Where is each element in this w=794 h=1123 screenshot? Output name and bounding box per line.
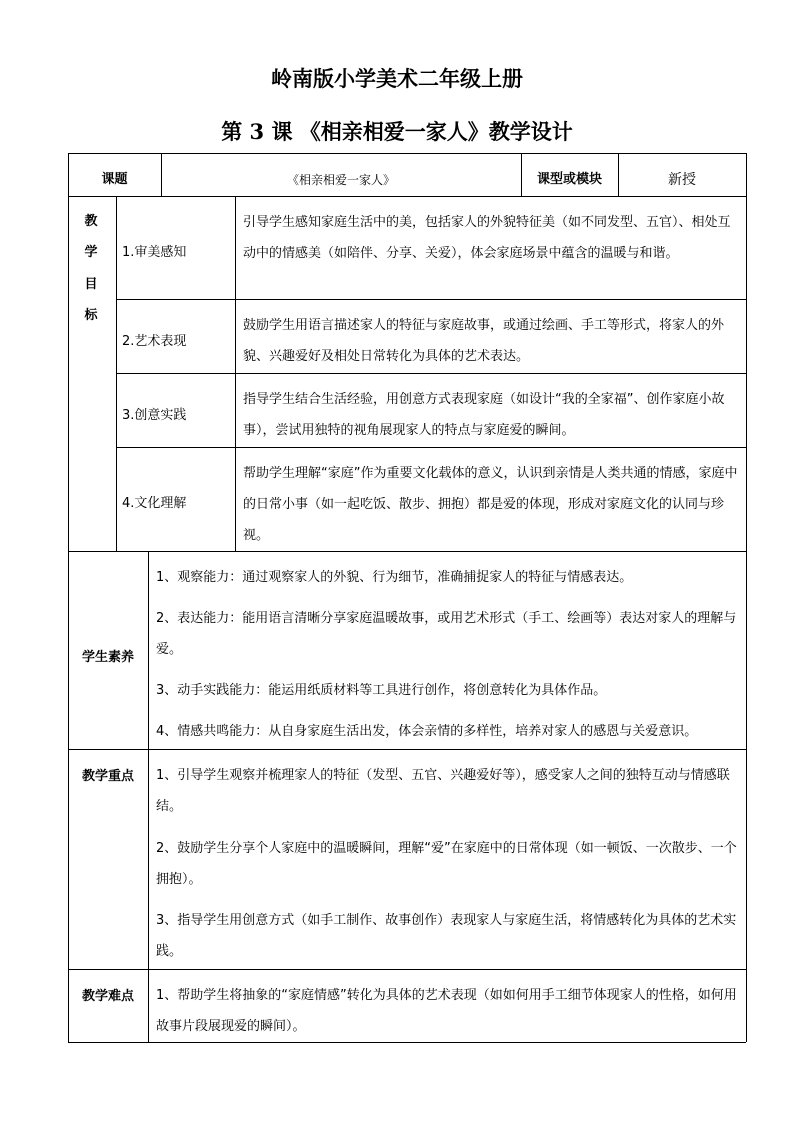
key-points-label: 教学重点 <box>81 769 134 784</box>
document-title: 岭南版小学美术二年级上册 <box>271 66 523 91</box>
objective-text: 指导学生结合生活经验，用创意方式表现家庭（如设计“我的全家福”、创作家庭小故事），尝试用独特的视角展现家人的特点与家庭爱的瞬间。 <box>243 392 725 438</box>
objectives-label-char: 标 <box>84 308 98 323</box>
objective-name: 2.艺术表现 <box>122 334 187 349</box>
table-border-top <box>68 153 746 154</box>
row-divider <box>68 196 746 197</box>
literacy-item: 3、动手实践能力：能运用纸质材料等工具进行创作，将创意转化为具体作品。 <box>156 683 607 698</box>
type-label: 课型或模块 <box>536 172 602 187</box>
objectives-label-char: 学 <box>84 245 98 260</box>
difficulty-item: 1、帮助学生将抽象的“家庭情感”转化为具体的艺术表现（如如何用手工细节体现家人的性格，如何用故事片段展现爱的瞬间）。 <box>156 988 737 1034</box>
literacy-item: 2、表达能力：能用语言清晰分享家庭温暖故事，或用艺术形式（手工、绘画等）表达对家人的理解与爱。 <box>156 611 737 657</box>
row-divider <box>116 373 746 374</box>
literacy-item: 1、观察能力：通过观察家人的外貌、行为细节，准确捕捉家人的特征与情感表达。 <box>156 570 633 585</box>
column-divider <box>148 551 149 1042</box>
column-divider <box>116 196 117 551</box>
key-point-item: 2、鼓励学生分享个人家庭中的温暖瞬间，理解“爱”在家庭中的日常体现（如一顿饭、一次散步、一个拥抱）。 <box>156 841 737 887</box>
column-divider <box>235 196 236 551</box>
lesson-title: 第 3 课 《相亲相爱一家人》教学设计 <box>221 119 573 144</box>
key-point-item: 1、引导学生观察并梳理家人的特征（发型、五官、兴趣爱好等），感受家人之间的独特互动与情感联结。 <box>156 768 730 814</box>
objective-name: 3.创意实践 <box>122 408 187 423</box>
row-divider <box>68 969 746 970</box>
topic-value: 《相亲相爱一家人》 <box>286 173 395 187</box>
objectives-label-char: 目 <box>84 277 98 292</box>
row-divider <box>68 551 746 552</box>
topic-label: 课题 <box>101 172 128 187</box>
objective-text: 鼓励学生用语言描述家人的特征与家庭故事，或通过绘画、手工等形式，将家人的外貌、兴趣爱好及相处日常转化为具体的艺术表达。 <box>243 318 725 364</box>
objective-name: 1.审美感知 <box>122 245 187 260</box>
literacy-label: 学生素养 <box>81 650 134 665</box>
literacy-item: 4、情感共鸣能力：从自身家庭生活出发，体会亲情的多样性，培养对家人的感恩与关爱意识。 <box>156 724 698 739</box>
row-divider <box>116 299 746 300</box>
objectives-label-char: 教 <box>84 214 98 229</box>
objective-text: 帮助学生理解“家庭”作为重要文化载体的意义，认识到亲情是人类共通的情感，家庭中的日常小事（如一起吃饭、散步、拥抱）都是爱的体现，形成对家庭文化的认同与珍视。 <box>243 466 738 543</box>
table-border-left <box>68 153 69 1042</box>
objective-text: 引导学生感知家庭生活中的美，包括家人的外貌特征美（如不同发型、五官）、相处互动中的情感美（如陪伴、分享、关爱），体会家庭场景中蕴含的温暖与和谐。 <box>243 215 731 261</box>
type-value: 新授 <box>668 172 696 188</box>
key-point-item: 3、指导学生用创意方式（如手工制作、故事创作）表现家人与家庭生活，将情感转化为具体的艺术实践。 <box>156 913 737 959</box>
row-divider <box>116 447 746 448</box>
table-border-right <box>746 153 747 1042</box>
difficulties-label: 教学难点 <box>81 989 134 1004</box>
table-border-bottom <box>68 1042 746 1043</box>
objective-name: 4.文化理解 <box>122 496 187 511</box>
row-divider <box>68 749 746 750</box>
